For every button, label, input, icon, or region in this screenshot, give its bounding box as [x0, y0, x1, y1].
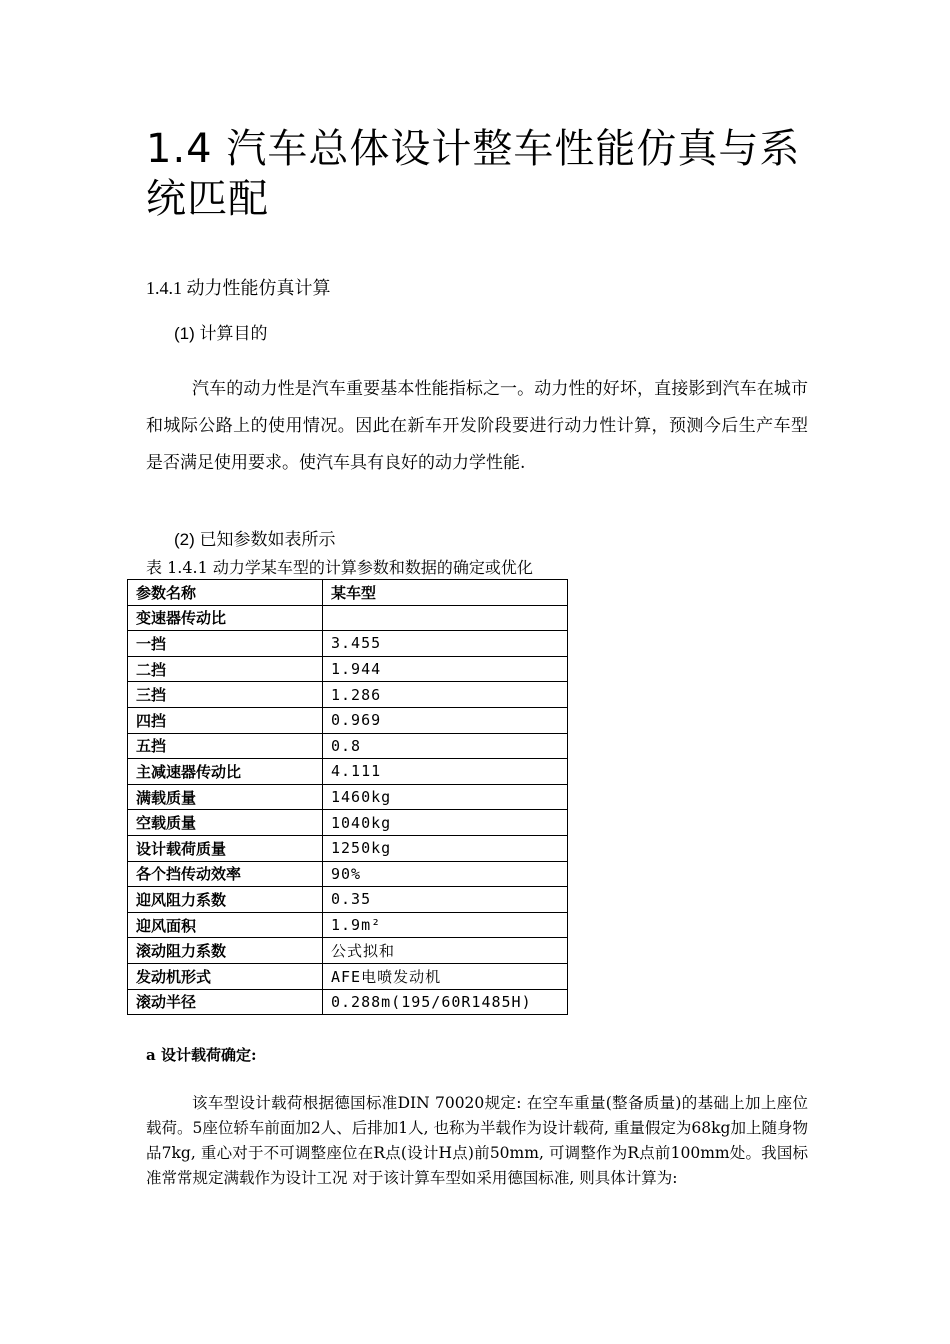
- table-header-row: [128, 580, 568, 606]
- parameter-value-cell: 1040kg: [323, 810, 568, 836]
- section-heading: 1.4.1 动力性能仿真计算: [146, 278, 331, 298]
- table-row: [128, 656, 568, 682]
- page-title: 1.4 汽车总体设计整车性能仿真与系统匹配: [146, 126, 801, 222]
- parameter-value-cell: 4.111: [323, 759, 568, 785]
- table-row: [128, 605, 568, 631]
- parameter-name-cell: 空载质量: [128, 810, 323, 836]
- parameter-value-cell: 1460kg: [323, 784, 568, 810]
- parameter-name-cell: 四挡: [128, 707, 323, 733]
- paragraph-design-load: 该车型设计载荷根据德国标准DIN 70020规定: 在空车重量(整备质量)的基础上加上座位载荷。5座位轿车前面加2人、后排加1人, 也称为半载作为设计载荷, 重量假定为68kg加上随身物品7kg, 重心对于不可调整座位在R点(设计H点)前50mm, 可调整作为R点前100mm处。我国标准常常规定满载作为设计工况 对于该计算车型如采用德国标准, 则具体计算为:: [146, 1094, 808, 1187]
- paragraph-purpose: 汽车的动力性是汽车重要基本性能指标之一。动力性的好坏，直接影到汽车在城市和城际公路上的使用情况。因此在新车开发阶段要进行动力性计算，预测今后生产车型是否满足使用要求。使汽车具有良好的动力学性能.: [146, 379, 808, 473]
- parameter-name-cell: 迎风面积: [128, 912, 323, 938]
- parameter-value-cell: 0.288m(195/60R1485H): [323, 989, 568, 1015]
- parameter-value-cell: [323, 605, 568, 631]
- table-row: [128, 810, 568, 836]
- parameter-value-cell: 90%: [323, 861, 568, 887]
- parameter-value-cell: 1.9m²: [323, 912, 568, 938]
- subheading-purpose: (1) 计算目的: [174, 324, 268, 343]
- parameter-value-cell: 1.944: [323, 656, 568, 682]
- table-row: [128, 989, 568, 1015]
- parameter-name-cell: 各个挡传动效率: [128, 861, 323, 887]
- parameter-value-cell: 0.8: [323, 733, 568, 759]
- table-row: [128, 631, 568, 657]
- table-row: [128, 938, 568, 964]
- table-row: [128, 912, 568, 938]
- parameter-value-cell: 公式拟和: [323, 938, 568, 964]
- parameter-value-cell: 0.35: [323, 887, 568, 913]
- parameter-name-cell: 变速器传动比: [128, 605, 323, 631]
- table-row: [128, 963, 568, 989]
- table-header-cell: 参数名称: [128, 580, 323, 606]
- table-row: [128, 887, 568, 913]
- parameter-name-cell: 满载质量: [128, 784, 323, 810]
- table-caption: 表 1.4.1 动力学某车型的计算参数和数据的确定或优化: [146, 558, 533, 577]
- table-row: [128, 733, 568, 759]
- parameter-name-cell: 滚动半径: [128, 989, 323, 1015]
- parameter-name-cell: 五挡: [128, 733, 323, 759]
- table-row: [128, 784, 568, 810]
- parameter-name-cell: 迎风阻力系数: [128, 887, 323, 913]
- parameter-name-cell: 主减速器传动比: [128, 759, 323, 785]
- parameter-value-cell: 3.455: [323, 631, 568, 657]
- parameter-value-cell: AFE电喷发动机: [323, 963, 568, 989]
- parameter-table: [127, 579, 568, 1015]
- parameter-name-cell: 二挡: [128, 656, 323, 682]
- table-row: [128, 707, 568, 733]
- table-row: [128, 682, 568, 708]
- parameter-name-cell: 发动机形式: [128, 963, 323, 989]
- table-row: [128, 861, 568, 887]
- note-heading: a 设计载荷确定:: [146, 1046, 257, 1064]
- parameter-value-cell: 0.969: [323, 707, 568, 733]
- subheading-parameters: (2) 已知参数如表所示: [174, 530, 336, 549]
- table-row: [128, 835, 568, 861]
- table-header-cell: 某车型: [323, 580, 568, 606]
- parameter-name-cell: 滚动阻力系数: [128, 938, 323, 964]
- table-row: [128, 759, 568, 785]
- parameter-value-cell: 1.286: [323, 682, 568, 708]
- parameter-name-cell: 设计载荷质量: [128, 835, 323, 861]
- parameter-name-cell: 一挡: [128, 631, 323, 657]
- parameter-name-cell: 三挡: [128, 682, 323, 708]
- parameter-value-cell: 1250kg: [323, 835, 568, 861]
